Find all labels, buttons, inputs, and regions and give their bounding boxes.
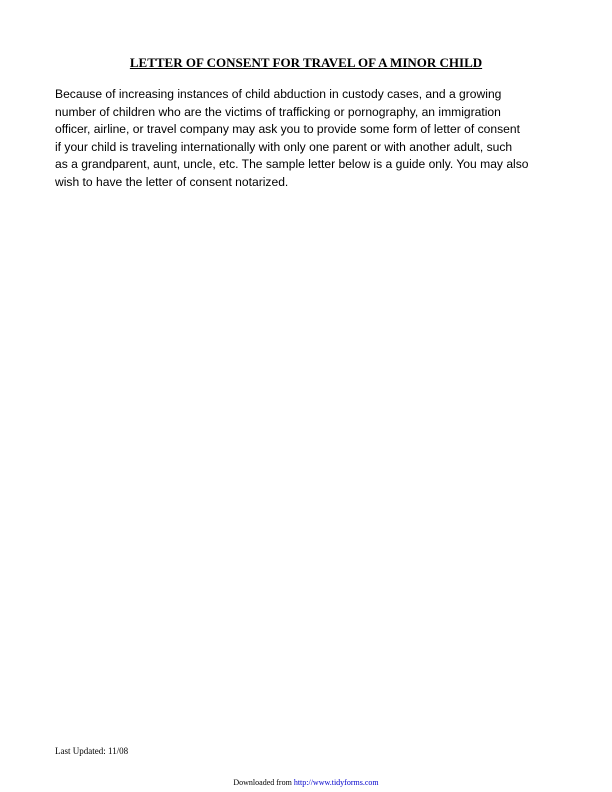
intro-line: if your child is traveling internationally with only one parent or with another adult, such bbox=[55, 139, 513, 154]
document-title: LETTER OF CONSENT FOR TRAVEL OF A MINOR CHILD bbox=[129, 55, 483, 70]
intro-paragraph bbox=[55, 86, 565, 192]
intro-line: wish to have the letter of consent notarized. bbox=[55, 174, 289, 189]
last-updated-label: Last Updated: 11/08 bbox=[55, 746, 129, 756]
footer-link[interactable]: http://www.tidyforms.com bbox=[293, 778, 379, 787]
intro-line: officer, airline, or travel company may ask you to provide some form of letter of consent bbox=[55, 122, 520, 137]
footer-prefix: Downloaded from bbox=[233, 778, 294, 787]
download-footer bbox=[0, 778, 612, 787]
intro-line: as a grandparent, aunt, uncle, etc. The sample letter below is a guide only. You may also bbox=[55, 157, 529, 172]
intro-line: number of children who are the victims of trafficking or pornography, an immigration bbox=[55, 104, 501, 119]
intro-line: Because of increasing instances of child abduction in custody cases, and a growing bbox=[55, 87, 502, 101]
